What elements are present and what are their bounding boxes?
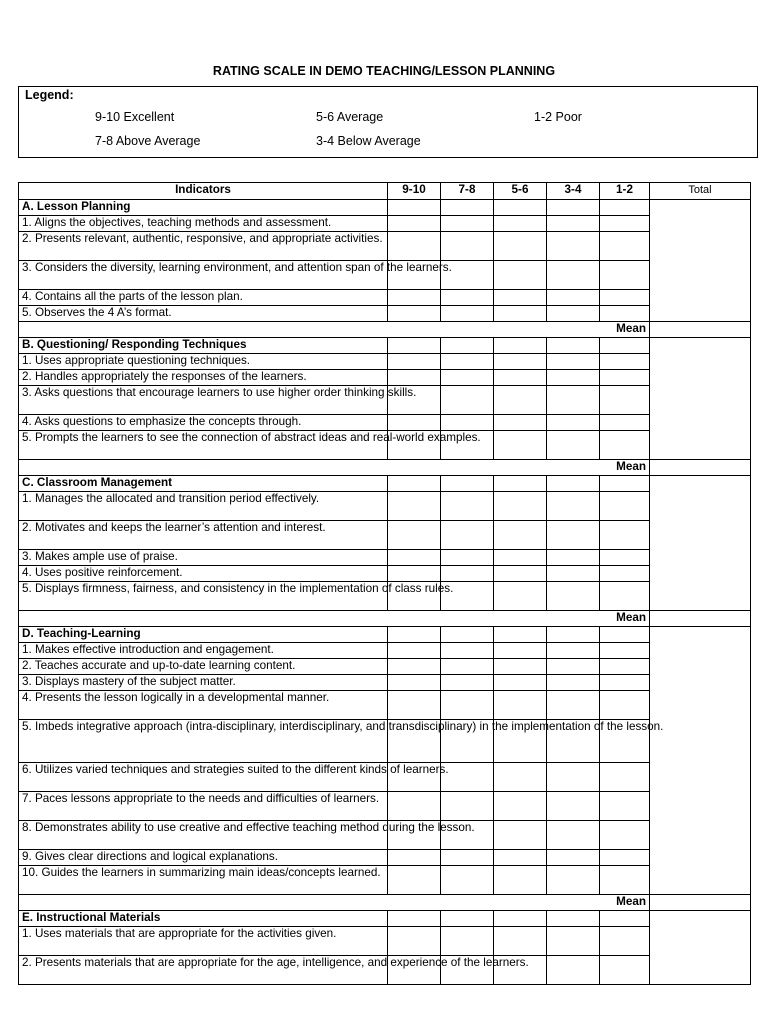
score-cell[interactable] xyxy=(494,261,547,290)
score-cell[interactable] xyxy=(388,675,441,691)
score-cell[interactable] xyxy=(441,927,494,956)
score-cell[interactable] xyxy=(441,850,494,866)
total-cell[interactable] xyxy=(650,476,751,611)
indicator-text: 2. Handles appropriately the responses of the learners. xyxy=(19,370,388,386)
score-cell[interactable] xyxy=(494,200,547,216)
table-row xyxy=(19,550,751,566)
section-title: B. Questioning/ Responding Techniques xyxy=(19,338,388,354)
score-cell[interactable] xyxy=(547,354,600,370)
score-cell[interactable] xyxy=(547,338,600,354)
score-cell[interactable] xyxy=(547,927,600,956)
legend-label: Legend: xyxy=(25,88,74,102)
score-cell[interactable] xyxy=(600,550,650,566)
score-cell[interactable] xyxy=(547,216,600,232)
score-cell[interactable] xyxy=(547,492,600,521)
score-cell[interactable] xyxy=(494,290,547,306)
score-cell[interactable] xyxy=(600,338,650,354)
score-cell[interactable] xyxy=(388,476,441,492)
indicator-text: 5. Prompts the learners to see the connection of abstract ideas and real-world examples. xyxy=(19,431,388,460)
section-title: D. Teaching-Learning xyxy=(19,627,388,643)
mean-row xyxy=(19,460,751,476)
section-row xyxy=(19,911,751,927)
score-cell[interactable] xyxy=(441,627,494,643)
score-cell[interactable] xyxy=(494,386,547,415)
score-cell[interactable] xyxy=(388,521,441,550)
score-cell[interactable] xyxy=(547,911,600,927)
indicator-text: 7. Paces lessons appropriate to the needs and difficulties of learners. xyxy=(19,792,388,821)
table-row xyxy=(19,850,751,866)
indicator-text: 2. Presents materials that are appropriate for the age, intelligence, and experience of the learners. xyxy=(19,956,388,985)
score-cell[interactable] xyxy=(441,566,494,582)
indicator-text: 3. Considers the diversity, learning environment, and attention span of the learners. xyxy=(19,261,388,290)
score-cell[interactable] xyxy=(494,691,547,720)
mean-value-cell[interactable] xyxy=(650,460,751,476)
score-cell[interactable] xyxy=(547,659,600,675)
score-cell[interactable] xyxy=(441,200,494,216)
indicator-text: 8. Demonstrates ability to use creative and effective teaching method during the lesson. xyxy=(19,821,388,850)
indicator-text: 1. Uses appropriate questioning techniques. xyxy=(19,354,388,370)
score-cell[interactable] xyxy=(494,643,547,659)
score-cell[interactable] xyxy=(547,370,600,386)
mean-row xyxy=(19,611,751,627)
legend-box xyxy=(18,86,758,158)
legend-item-poor: 1-2 Poor xyxy=(534,110,582,124)
score-cell[interactable] xyxy=(600,866,650,895)
score-cell[interactable] xyxy=(388,566,441,582)
legend-item-below-average: 3-4 Below Average xyxy=(316,134,421,148)
score-cell[interactable] xyxy=(441,354,494,370)
score-cell[interactable] xyxy=(388,338,441,354)
score-cell[interactable] xyxy=(494,216,547,232)
score-cell[interactable] xyxy=(600,850,650,866)
total-cell[interactable] xyxy=(650,627,751,895)
indicator-text: 6. Utilizes varied techniques and strategies suited to the different kinds of learners. xyxy=(19,763,388,792)
score-cell[interactable] xyxy=(388,659,441,675)
score-cell[interactable] xyxy=(600,216,650,232)
score-cell[interactable] xyxy=(494,675,547,691)
score-cell[interactable] xyxy=(388,850,441,866)
indicator-text: 2. Presents relevant, authentic, responsive, and appropriate activities. xyxy=(19,232,388,261)
mean-value-cell[interactable] xyxy=(650,322,751,338)
table-row xyxy=(19,675,751,691)
score-cell[interactable] xyxy=(441,691,494,720)
score-cell[interactable] xyxy=(547,866,600,895)
score-cell[interactable] xyxy=(600,354,650,370)
table-row xyxy=(19,659,751,675)
score-cell[interactable] xyxy=(547,521,600,550)
score-cell[interactable] xyxy=(547,550,600,566)
score-cell[interactable] xyxy=(547,821,600,850)
score-cell[interactable] xyxy=(547,643,600,659)
score-cell[interactable] xyxy=(441,415,494,431)
score-cell[interactable] xyxy=(494,354,547,370)
score-cell[interactable] xyxy=(494,821,547,850)
score-cell[interactable] xyxy=(600,261,650,290)
score-cell[interactable] xyxy=(388,627,441,643)
table-row xyxy=(19,566,751,582)
section-row xyxy=(19,627,751,643)
table-row xyxy=(19,691,751,720)
table-row xyxy=(19,956,751,985)
mean-value-cell[interactable] xyxy=(650,611,751,627)
score-cell[interactable] xyxy=(600,431,650,460)
score-cell[interactable] xyxy=(547,476,600,492)
score-cell[interactable] xyxy=(547,627,600,643)
score-cell[interactable] xyxy=(441,386,494,415)
score-cell[interactable] xyxy=(494,232,547,261)
score-cell[interactable] xyxy=(494,370,547,386)
score-cell[interactable] xyxy=(600,200,650,216)
score-cell[interactable] xyxy=(494,415,547,431)
total-cell[interactable] xyxy=(650,338,751,460)
score-cell[interactable] xyxy=(547,290,600,306)
score-cell[interactable] xyxy=(547,956,600,985)
total-cell[interactable] xyxy=(650,911,751,985)
score-cell[interactable] xyxy=(441,643,494,659)
score-cell[interactable] xyxy=(600,521,650,550)
indicator-text: 3. Asks questions that encourage learners to use higher order thinking skills. xyxy=(19,386,388,415)
table-row xyxy=(19,415,751,431)
score-cell[interactable] xyxy=(600,691,650,720)
score-cell[interactable] xyxy=(388,290,441,306)
table-row xyxy=(19,232,751,261)
score-cell[interactable] xyxy=(494,927,547,956)
score-cell[interactable] xyxy=(441,911,494,927)
score-cell[interactable] xyxy=(600,627,650,643)
table-row xyxy=(19,821,751,850)
score-cell[interactable] xyxy=(494,792,547,821)
indicator-text: 4. Contains all the parts of the lesson plan. xyxy=(19,290,388,306)
score-cell[interactable] xyxy=(547,675,600,691)
table-row xyxy=(19,866,751,895)
rating-table-body xyxy=(19,200,751,985)
table-row xyxy=(19,521,751,550)
header-score-3-4: 3-4 xyxy=(547,183,600,200)
score-cell[interactable] xyxy=(441,306,494,322)
score-cell[interactable] xyxy=(388,550,441,566)
score-cell[interactable] xyxy=(600,643,650,659)
score-cell[interactable] xyxy=(441,216,494,232)
table-row xyxy=(19,582,751,611)
header-score-5-6: 5-6 xyxy=(494,183,547,200)
score-cell[interactable] xyxy=(494,492,547,521)
mean-label: Mean xyxy=(19,460,650,476)
indicator-text: 4. Presents the lesson logically in a developmental manner. xyxy=(19,691,388,720)
indicator-text: 5. Observes the 4 A’s format. xyxy=(19,306,388,322)
indicator-text: 1. Manages the allocated and transition period effectively. xyxy=(19,492,388,521)
score-cell[interactable] xyxy=(494,866,547,895)
score-cell[interactable] xyxy=(388,306,441,322)
score-cell[interactable] xyxy=(441,232,494,261)
table-row xyxy=(19,492,751,521)
score-cell[interactable] xyxy=(494,850,547,866)
table-row xyxy=(19,927,751,956)
header-indicators: Indicators xyxy=(19,183,388,200)
score-cell[interactable] xyxy=(388,643,441,659)
score-cell[interactable] xyxy=(547,386,600,415)
score-cell[interactable] xyxy=(441,659,494,675)
score-cell[interactable] xyxy=(494,338,547,354)
score-cell[interactable] xyxy=(547,306,600,322)
header-total: Total xyxy=(650,183,751,200)
score-cell[interactable] xyxy=(441,550,494,566)
score-cell[interactable] xyxy=(547,232,600,261)
score-cell[interactable] xyxy=(441,866,494,895)
section-row xyxy=(19,476,751,492)
score-cell[interactable] xyxy=(441,290,494,306)
score-cell[interactable] xyxy=(441,476,494,492)
score-cell[interactable] xyxy=(600,306,650,322)
mean-label: Mean xyxy=(19,322,650,338)
score-cell[interactable] xyxy=(441,338,494,354)
mean-label: Mean xyxy=(19,895,650,911)
mean-value-cell[interactable] xyxy=(650,895,751,911)
mean-label: Mean xyxy=(19,611,650,627)
section-title: E. Instructional Materials xyxy=(19,911,388,927)
score-cell[interactable] xyxy=(600,476,650,492)
score-cell[interactable] xyxy=(600,659,650,675)
score-cell[interactable] xyxy=(547,850,600,866)
header-score-7-8: 7-8 xyxy=(441,183,494,200)
score-cell[interactable] xyxy=(494,566,547,582)
score-cell[interactable] xyxy=(600,792,650,821)
header-score-1-2: 1-2 xyxy=(600,183,650,200)
score-cell[interactable] xyxy=(388,691,441,720)
table-header-row xyxy=(19,183,751,200)
indicator-text: 1. Uses materials that are appropriate for the activities given. xyxy=(19,927,388,956)
section-title: A. Lesson Planning xyxy=(19,200,388,216)
table-row xyxy=(19,792,751,821)
indicator-text: 10. Guides the learners in summarizing main ideas/concepts learned. xyxy=(19,866,388,895)
score-cell[interactable] xyxy=(388,866,441,895)
indicator-text: 1. Aligns the objectives, teaching methods and assessment. xyxy=(19,216,388,232)
score-cell[interactable] xyxy=(547,691,600,720)
score-cell[interactable] xyxy=(600,415,650,431)
score-cell[interactable] xyxy=(547,763,600,792)
indicator-text: 3. Displays mastery of the subject matter. xyxy=(19,675,388,691)
indicator-text: 5. Displays firmness, fairness, and consistency in the implementation of class rules. xyxy=(19,582,388,611)
score-cell[interactable] xyxy=(494,431,547,460)
indicator-text: 2. Motivates and keeps the learner’s attention and interest. xyxy=(19,521,388,550)
indicator-text: 4. Asks questions to emphasize the concepts through. xyxy=(19,415,388,431)
score-cell[interactable] xyxy=(600,386,650,415)
header-score-9-10: 9-10 xyxy=(388,183,441,200)
score-cell[interactable] xyxy=(600,290,650,306)
score-cell[interactable] xyxy=(441,492,494,521)
table-row xyxy=(19,386,751,415)
score-cell[interactable] xyxy=(494,911,547,927)
score-cell[interactable] xyxy=(388,492,441,521)
score-cell[interactable] xyxy=(388,216,441,232)
table-row xyxy=(19,261,751,290)
legend-item-excellent: 9-10 Excellent xyxy=(95,110,175,124)
section-title: C. Classroom Management xyxy=(19,476,388,492)
score-cell[interactable] xyxy=(600,582,650,611)
score-cell[interactable] xyxy=(600,566,650,582)
indicator-text: 9. Gives clear directions and logical explanations. xyxy=(19,850,388,866)
score-cell[interactable] xyxy=(388,200,441,216)
section-row xyxy=(19,338,751,354)
score-cell[interactable] xyxy=(600,232,650,261)
score-cell[interactable] xyxy=(600,956,650,985)
score-cell[interactable] xyxy=(547,431,600,460)
score-cell[interactable] xyxy=(388,792,441,821)
score-cell[interactable] xyxy=(388,370,441,386)
score-cell[interactable] xyxy=(388,415,441,431)
page-title: RATING SCALE IN DEMO TEACHING/LESSON PLANNING xyxy=(212,64,556,78)
total-cell[interactable] xyxy=(650,200,751,322)
score-cell[interactable] xyxy=(441,521,494,550)
table-row xyxy=(19,370,751,386)
score-cell[interactable] xyxy=(547,200,600,216)
legend-item-above-average: 7-8 Above Average xyxy=(95,134,201,148)
mean-row xyxy=(19,895,751,911)
score-cell[interactable] xyxy=(547,792,600,821)
score-cell[interactable] xyxy=(388,927,441,956)
indicator-text: 5. Imbeds integrative approach (intra-disciplinary, interdisciplinary, and transdisciplinary) in the implementation of the lesson. xyxy=(19,720,388,763)
score-cell[interactable] xyxy=(388,232,441,261)
table-row xyxy=(19,763,751,792)
table-row xyxy=(19,354,751,370)
score-cell[interactable] xyxy=(494,306,547,322)
score-cell[interactable] xyxy=(547,415,600,431)
score-cell[interactable] xyxy=(388,911,441,927)
score-cell[interactable] xyxy=(600,927,650,956)
score-cell[interactable] xyxy=(547,261,600,290)
score-cell[interactable] xyxy=(494,550,547,566)
score-cell[interactable] xyxy=(600,763,650,792)
score-cell[interactable] xyxy=(600,492,650,521)
table-row xyxy=(19,306,751,322)
indicator-text: 1. Makes effective introduction and engagement. xyxy=(19,643,388,659)
score-cell[interactable] xyxy=(600,370,650,386)
table-row xyxy=(19,643,751,659)
score-cell[interactable] xyxy=(388,354,441,370)
score-cell[interactable] xyxy=(547,582,600,611)
score-cell[interactable] xyxy=(494,627,547,643)
score-cell[interactable] xyxy=(600,821,650,850)
score-cell[interactable] xyxy=(547,566,600,582)
score-cell[interactable] xyxy=(600,675,650,691)
score-cell[interactable] xyxy=(441,675,494,691)
table-row xyxy=(19,216,751,232)
legend-item-average: 5-6 Average xyxy=(316,110,384,124)
mean-row xyxy=(19,322,751,338)
section-row xyxy=(19,200,751,216)
rating-table xyxy=(18,182,751,985)
score-cell[interactable] xyxy=(494,521,547,550)
table-row xyxy=(19,720,751,763)
table-row xyxy=(19,431,751,460)
score-cell[interactable] xyxy=(494,763,547,792)
table-row xyxy=(19,290,751,306)
score-cell[interactable] xyxy=(494,476,547,492)
score-cell[interactable] xyxy=(441,370,494,386)
score-cell[interactable] xyxy=(441,792,494,821)
score-cell[interactable] xyxy=(600,911,650,927)
indicator-text: 2. Teaches accurate and up-to-date learning content. xyxy=(19,659,388,675)
score-cell[interactable] xyxy=(494,582,547,611)
score-cell[interactable] xyxy=(494,659,547,675)
indicator-text: 3. Makes ample use of praise. xyxy=(19,550,388,566)
indicator-text: 4. Uses positive reinforcement. xyxy=(19,566,388,582)
